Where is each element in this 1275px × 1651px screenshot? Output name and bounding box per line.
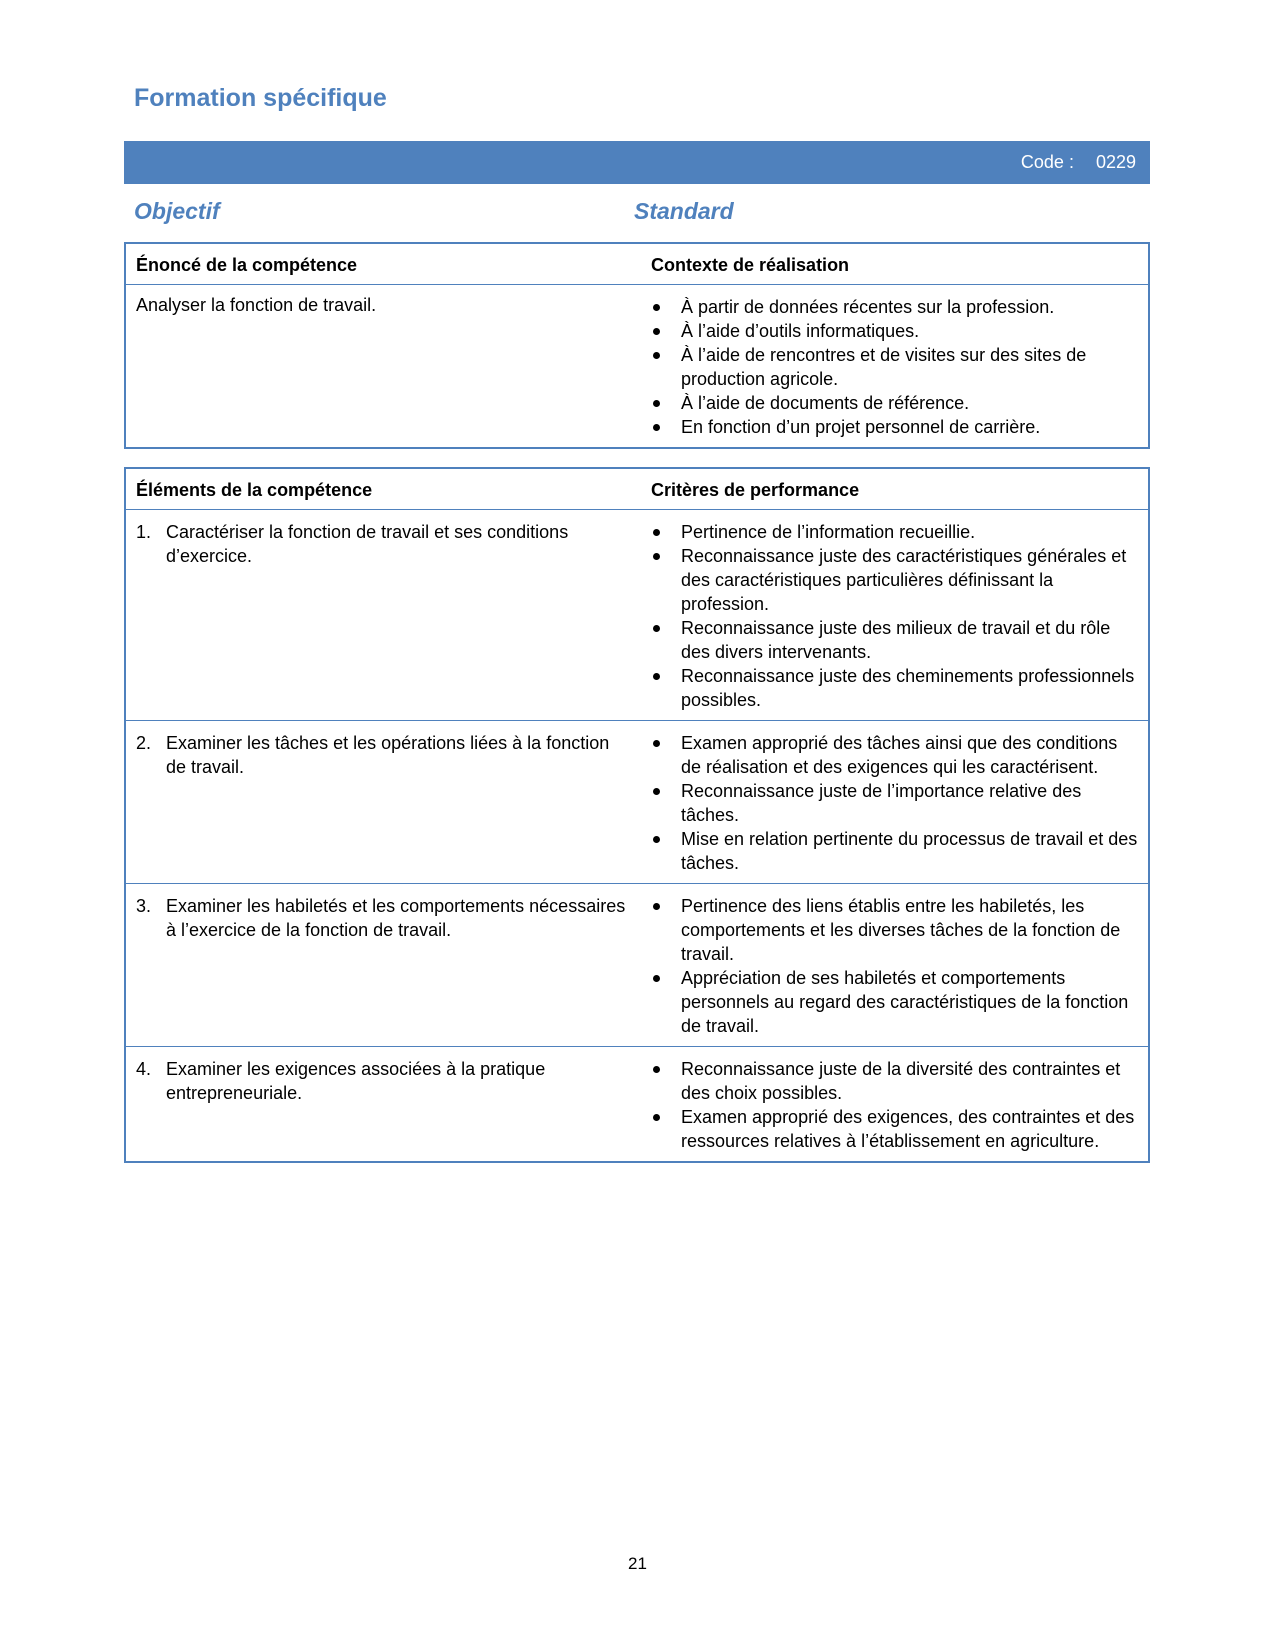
element-number: 1. [136,522,152,542]
element-row [125,1047,1149,1163]
criterion-item: Examen approprié des exigences, des contraintes et des ressources relatives à l’établissement en agriculture. [651,1105,1138,1153]
criterion-item: Mise en relation pertinente du processus de travail et des tâches. [651,827,1138,875]
element-text: Caractériser la fonction de travail et ses conditions d’exercice. [166,522,569,566]
element-row [125,721,1149,884]
objectif-heading: Objectif [134,198,220,224]
code-bar [124,141,1150,184]
criteria-list [651,520,1138,712]
section-title: Formation spécifique [134,84,387,112]
criterion-item: Pertinence de l’information recueillie. [651,520,1138,544]
element-cell [125,1047,641,1163]
criterion-item: Appréciation de ses habiletés et comportements personnels au regard des caractéristiques de la fonction de travail. [651,966,1138,1038]
competence-table [124,242,1150,449]
competence-row [125,285,1149,449]
element-item [136,520,631,568]
contexte-item: À l’aide d’outils informatiques. [651,319,1138,343]
criterion-item: Examen approprié des tâches ainsi que des conditions de réalisation et des exigences qui les caractérisent. [651,731,1138,779]
element-number: 4. [136,1059,152,1079]
standard-heading: Standard [634,198,734,224]
contexte-item: À l’aide de documents de référence. [651,391,1138,415]
element-text: Examiner les exigences associées à la pratique entrepreneuriale. [166,1059,546,1103]
element-number: 2. [136,733,152,753]
contexte-cell [641,285,1149,449]
element-cell [125,721,641,884]
criterion-item: Reconnaissance juste de l’importance relative des tâches. [651,779,1138,827]
contexte-item: À partir de données récentes sur la profession. [651,295,1138,319]
criteria-list [651,894,1138,1038]
page-number: 21 [628,1554,647,1573]
element-item [136,1057,631,1105]
contexte-item: À l’aide de rencontres et de visites sur des sites de production agricole. [651,343,1138,391]
element-item [136,731,631,779]
criterion-item: Reconnaissance juste des caractéristiques générales et des caractéristiques particulières définissant la profession. [651,544,1138,616]
criterion-item: Pertinence des liens établis entre les habiletés, les comportements et les diverses tâches de la fonction de travail. [651,894,1138,966]
criteria-cell [641,510,1149,721]
criterion-item: Reconnaissance juste de la diversité des contraintes et des choix possibles. [651,1057,1138,1105]
code-label: Code : [1020,152,1074,172]
elements-header: Éléments de la compétence [136,480,373,500]
contexte-header: Contexte de réalisation [651,255,850,275]
enonce-text: Analyser la fonction de travail. [125,285,641,449]
criteres-header: Critères de performance [651,480,860,500]
contexte-item: En fonction d’un projet personnel de carrière. [651,415,1138,439]
program-code [1021,152,1136,173]
elements-table [124,467,1150,1163]
element-cell [125,510,641,721]
element-number: 3. [136,896,152,916]
enonce-header: Énoncé de la compétence [136,255,358,275]
element-row [125,510,1149,721]
element-item [136,894,631,942]
contexte-list [651,295,1138,439]
criteria-cell [641,721,1149,884]
element-cell [125,884,641,1047]
code-value: 0229 [1095,152,1136,172]
criteria-list [651,1057,1138,1153]
element-text: Examiner les habiletés et les comportements nécessaires à l’exercice de la fonction de travail. [166,896,626,940]
element-text: Examiner les tâches et les opérations liées à la fonction de travail. [166,733,610,777]
criterion-item: Reconnaissance juste des milieux de travail et du rôle des divers intervenants. [651,616,1138,664]
criteria-list [651,731,1138,875]
element-row [125,884,1149,1047]
elements-header-row [125,468,1149,510]
criteria-cell [641,1047,1149,1163]
criteria-cell [641,884,1149,1047]
competence-header-row [125,243,1149,285]
criterion-item: Reconnaissance juste des cheminements professionnels possibles. [651,664,1138,712]
